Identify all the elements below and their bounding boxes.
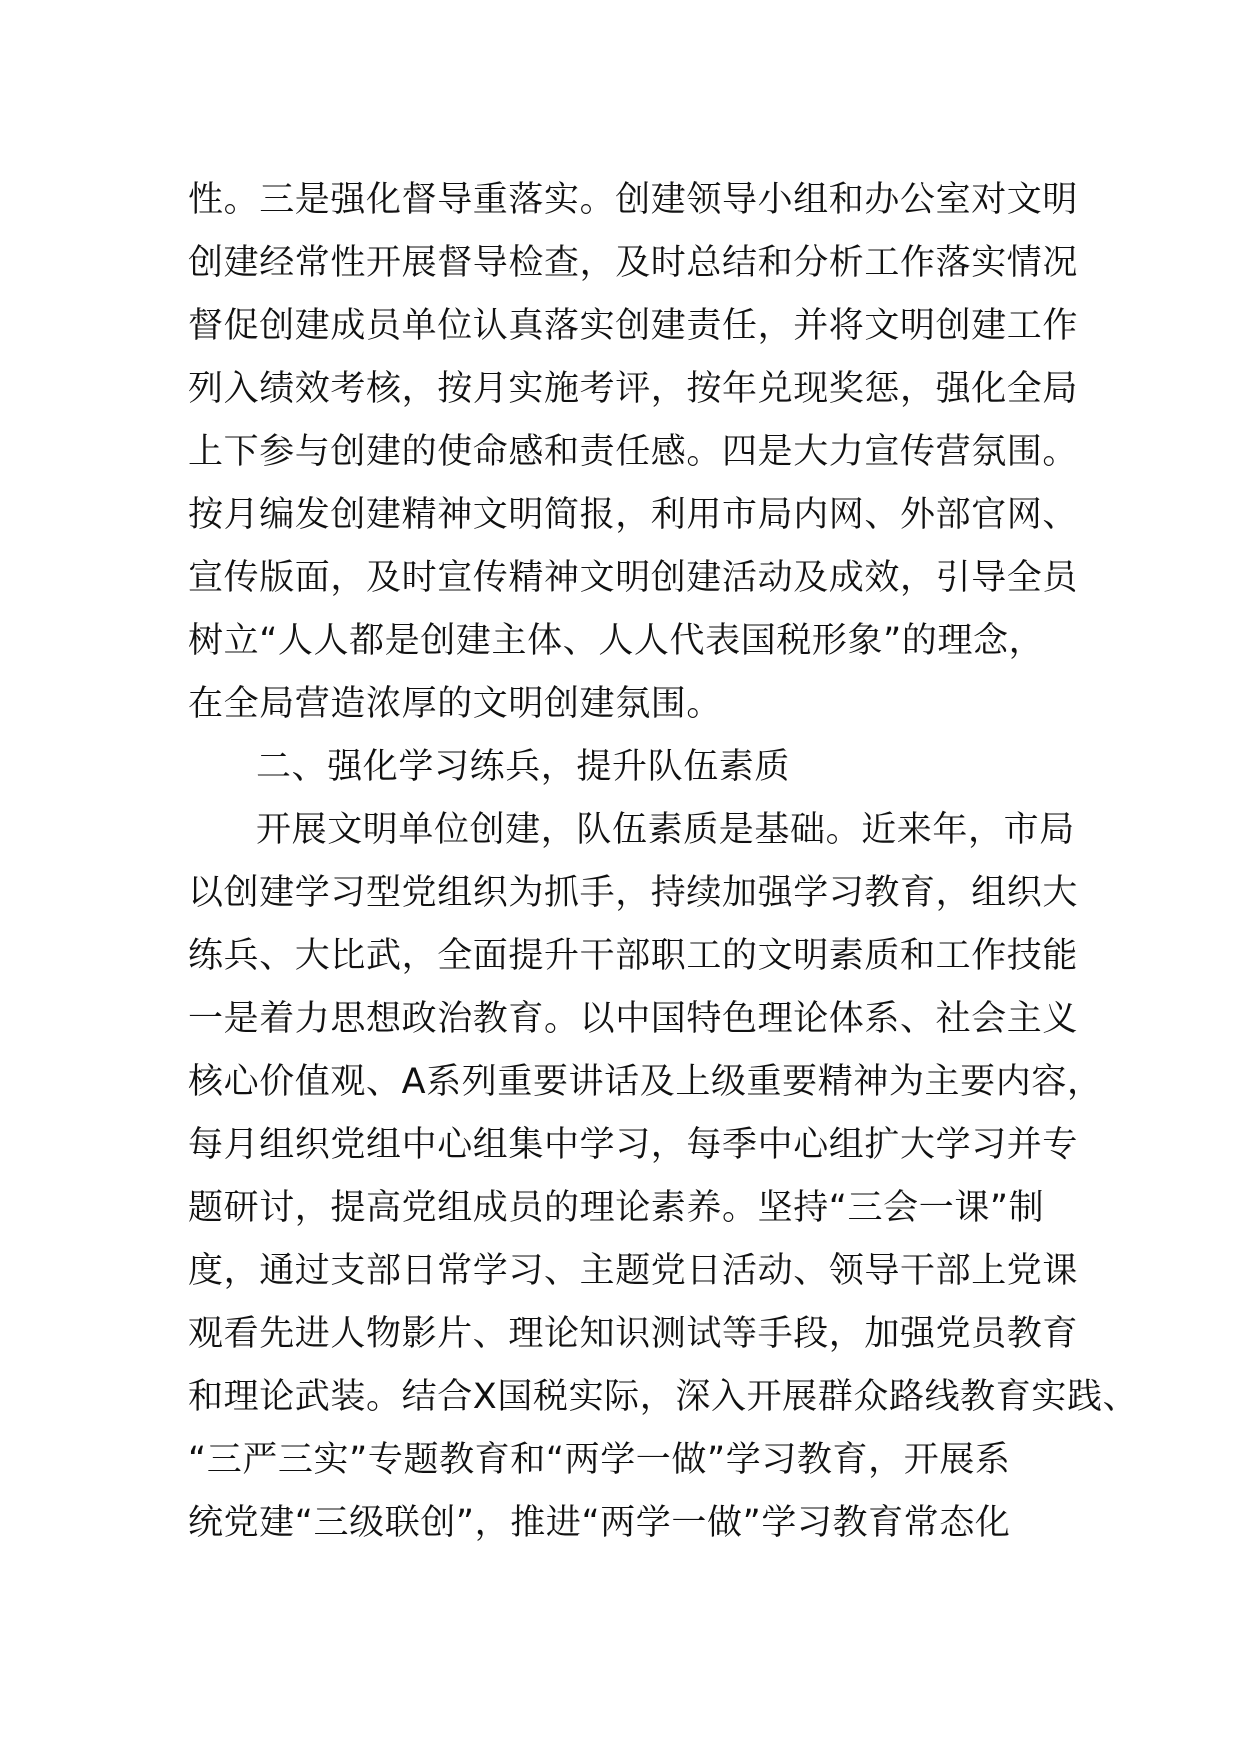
section-heading: 二、强化学习练兵，提升队伍素质 bbox=[256, 747, 791, 787]
text-line-7: 宣传版面，及时宣传精神文明创建活动及成效，引导全员 bbox=[188, 558, 1079, 598]
text-line-19: 观看先进人物影片、理论知识测试等手段，加强党员教育 bbox=[188, 1314, 1079, 1354]
text-line-13: 练兵、大比武，全面提升干部职工的文明素质和工作技能 bbox=[188, 936, 1079, 976]
text-line-21: “三严三实”专题教育和“两学一做”学习教育，开展系 bbox=[188, 1440, 1011, 1480]
text-line-14: 一是着力思想政治教育。以中国特色理论体系、社会主义 bbox=[188, 999, 1079, 1039]
text-line-3: 督促创建成员单位认真落实创建责任，并将文明创建工作 bbox=[188, 306, 1079, 346]
text-line-11: 开展文明单位创建，队伍素质是基础。近来年，市局 bbox=[256, 810, 1075, 850]
text-line-15: 核心价值观、A系列重要讲话及上级重要精神为主要内容， bbox=[188, 1062, 1103, 1102]
text-line-1: 性。三是强化督导重落实。创建领导小组和办公室对文明 bbox=[188, 180, 1079, 220]
text-line-4: 列入绩效考核，按月实施考评，按年兑现奖惩，强化全局 bbox=[188, 369, 1079, 409]
text-line-17: 题研讨，提高党组成员的理论素养。坚持“三会一课”制 bbox=[188, 1188, 1045, 1228]
text-line-20: 和理论武装。结合X国税实际，深入开展群众路线教育实践、 bbox=[188, 1377, 1139, 1417]
text-line-18: 度，通过支部日常学习、主题党日活动、领导干部上党课 bbox=[188, 1251, 1079, 1291]
text-line-22: 统党建“三级联创”，推进“两学一做”学习教育常态化 bbox=[188, 1503, 1011, 1543]
text-line-16: 每月组织党组中心组集中学习，每季中心组扩大学习并专 bbox=[188, 1125, 1079, 1165]
text-line-9: 在全局营造浓厚的文明创建氛围。 bbox=[188, 684, 723, 724]
text-line-2: 创建经常性开展督导检查，及时总结和分析工作落实情况 bbox=[188, 243, 1079, 283]
text-line-6: 按月编发创建精神文明简报，利用市局内网、外部官网、 bbox=[188, 495, 1079, 535]
text-line-12: 以创建学习型党组织为抓手，持续加强学习教育，组织大 bbox=[188, 873, 1079, 913]
text-line-8: 树立“人人都是创建主体、人人代表国税形象”的理念， bbox=[188, 621, 1045, 661]
text-line-5: 上下参与创建的使命感和责任感。四是大力宣传营氛围。 bbox=[188, 432, 1079, 472]
